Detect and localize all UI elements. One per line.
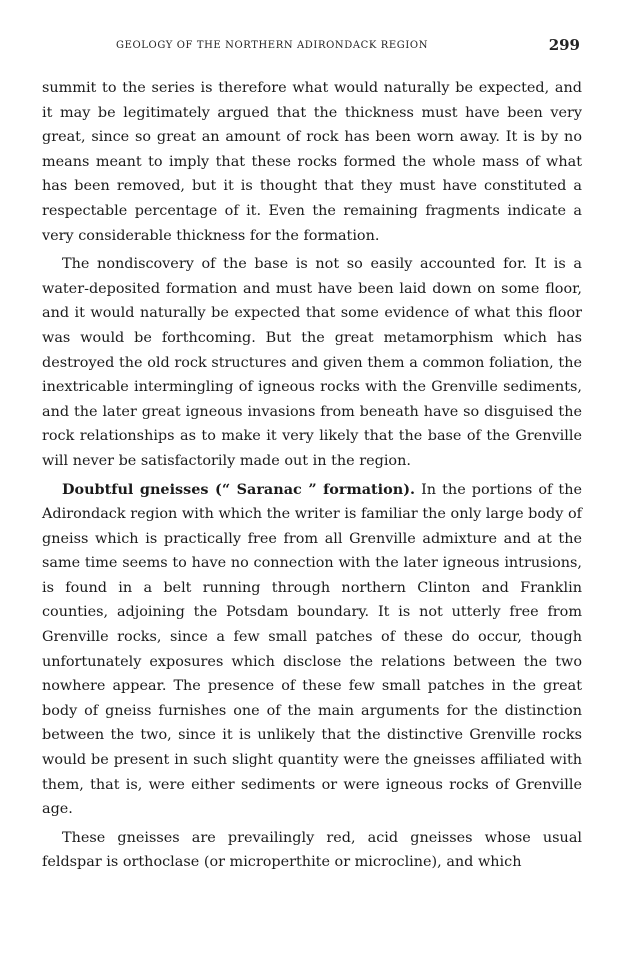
section-run-in-heading: Doubtful gneisses (“ Saranac ” formation). — [62, 480, 416, 498]
book-page — [42, 28, 582, 879]
running-head: GEOLOGY OF THE NORTHERN ADIRONDACK REGION — [116, 40, 429, 51]
paragraph-text: In the portions of the Adirondack region with which the writer is familiar the only large body of gneiss which is practically free from all Grenville admixture and at the same time seems to have no connection with the later igneous intrusions, is found in a belt running through northern Clinton and Franklin counties, adjoining the Potsdam boundary. It is not utterly free from Grenville rocks, since a few small patches of these do occur, though unfortunately exposures which disclose the relations between the two nowhere appear. The presence of these few small patches in the great body of gneiss furnishes one of the main arguments for the distinction between the two, since it is unlikely that the distinctive Grenville rocks would be present in such slight quantity were the gneisses affiliated with them, that is, were either sediments or were igneous rocks of Grenville age. — [42, 481, 582, 818]
paragraph — [42, 826, 582, 875]
page-header — [42, 28, 582, 58]
paragraph-text: The nondiscovery of the base is not so easily accounted for. It is a water-deposited formation and must have been laid down on some floor, and it would naturally be expected that some evidence of what this floor was would be forthcoming. But the great metamorphism which has destroyed the old rock structures and given them a common foliation, the inextricable intermingling of igneous rocks with the Grenville sediments, and the later great igneous invasions from beneath have so disguised the rock relationships as to make it very likely that the base of the Grenville will never be satisfactorily made out in the region. — [42, 256, 582, 469]
paragraph-text: These gneisses are prevailingly red, acid gneisses whose usual feldspar is orthoclase (or microperthite or microcline), and which — [42, 829, 582, 871]
body-text — [42, 76, 582, 875]
page-number: 299 — [548, 36, 580, 54]
paragraph-continued — [42, 76, 582, 248]
paragraph-text: summit to the series is therefore what would naturally be expected, and it may be legitimately argued that the thickness must have been very great, since so great an amount of rock has been worn away. It is by no means meant to imply that these rocks formed the whole mass of what has been removed, but it is thought that they must have constituted a respectable percentage of it. Even the remaining fragments indicate a very considerable thickness for the formation. — [42, 80, 582, 244]
paragraph — [42, 252, 582, 473]
paragraph-doubtful-gneisses — [42, 478, 582, 822]
